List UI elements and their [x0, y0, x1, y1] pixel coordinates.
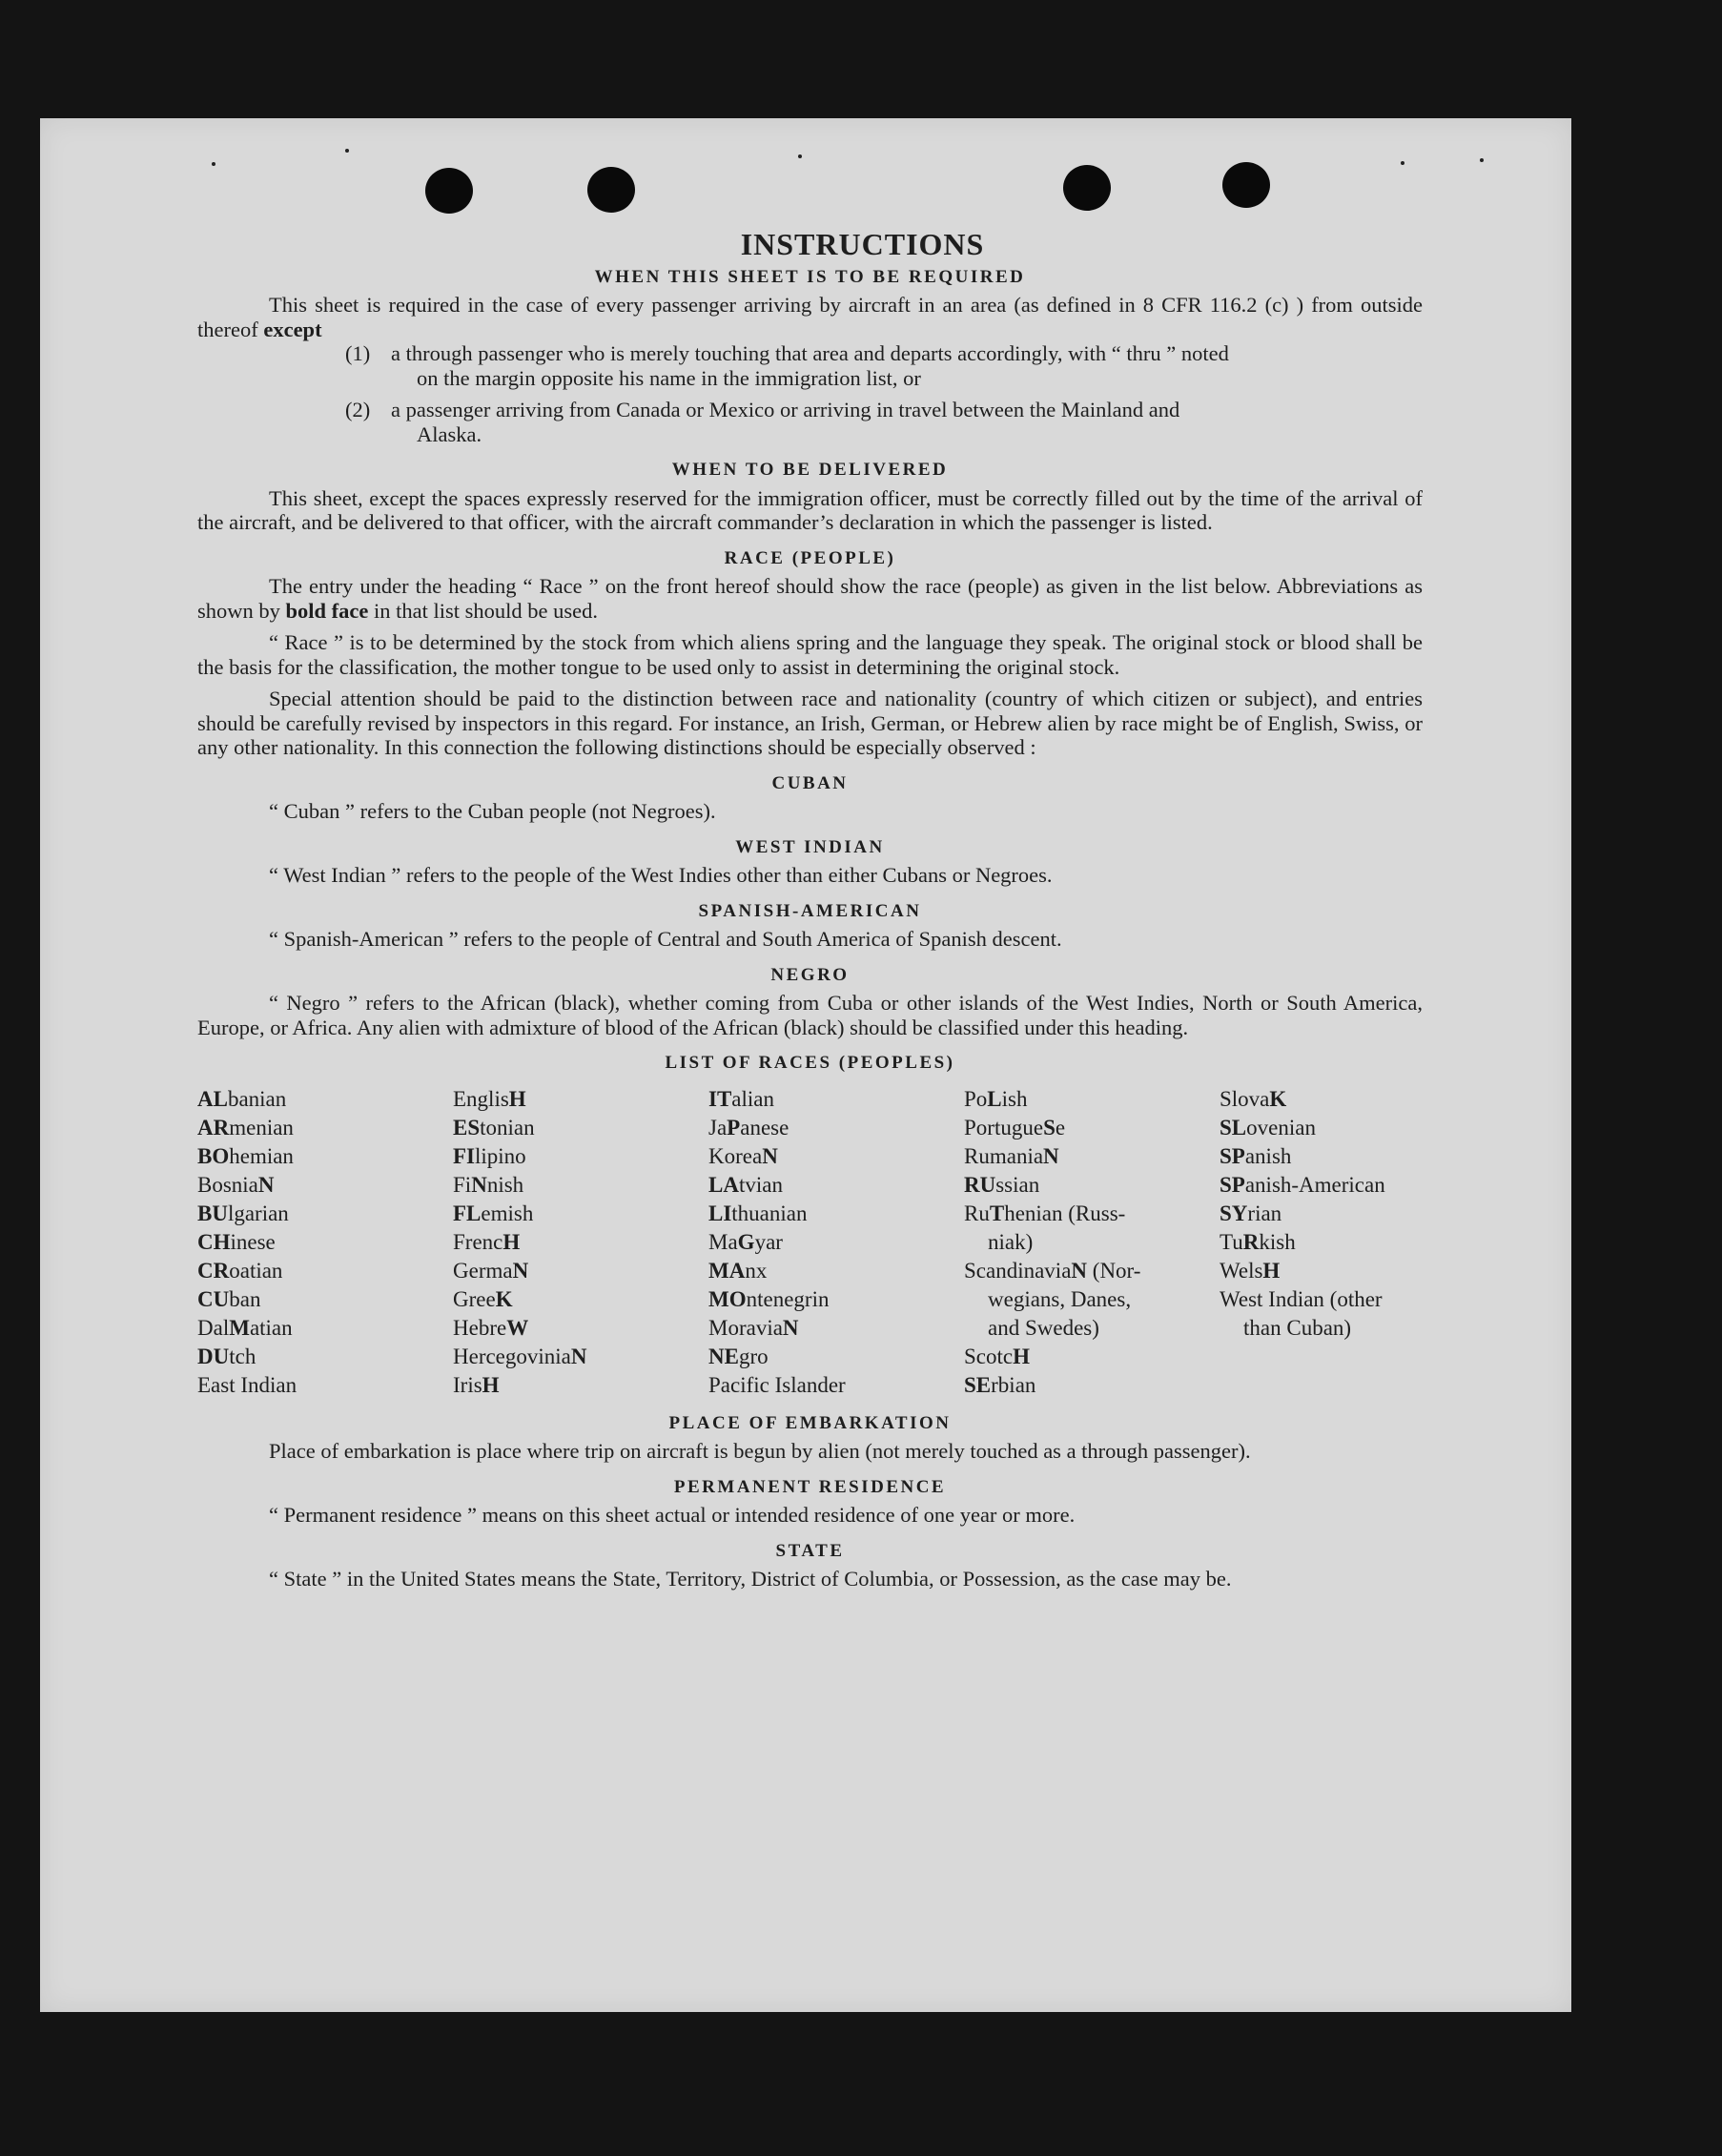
- race-entry: niak): [988, 1229, 1034, 1254]
- race-entry: HebreW: [453, 1315, 529, 1340]
- residence-paragraph: “ Permanent residence ” means on this sheet actual or intended residence of one year or more.: [269, 1503, 1076, 1527]
- race-entry: SPanish-American: [1220, 1172, 1385, 1197]
- race-entry: CUban: [197, 1286, 261, 1311]
- heading-required: WHEN THIS SHEET IS TO BE REQUIRED: [594, 266, 1026, 287]
- heading-list-of-races: LIST OF RACES (PEOPLES): [665, 1053, 955, 1073]
- race-entry: DalMatian: [197, 1315, 293, 1340]
- race-entry: IrisH: [453, 1372, 500, 1397]
- race-entry: FIlipino: [453, 1143, 526, 1168]
- race-entry: MoraviaN: [708, 1315, 799, 1340]
- page-title: INSTRUCTIONS: [740, 227, 985, 261]
- race-entry: East Indian: [197, 1372, 297, 1397]
- races-column: [964, 1085, 1220, 1400]
- race-entry: EStonian: [453, 1115, 535, 1140]
- speck: [1401, 161, 1404, 165]
- race-entry: Pacific Islander: [708, 1372, 846, 1397]
- heading-delivered: WHEN TO BE DELIVERED: [671, 460, 949, 480]
- spanish-american-paragraph: “ Spanish-American ” refers to the people of Central and South America of Spanish descent.: [269, 927, 1062, 951]
- heading-residence: PERMANENT RESIDENCE: [673, 1476, 947, 1497]
- heading-embarkation: PLACE OF EMBARKATION: [668, 1412, 952, 1433]
- delivered-paragraph: This sheet, except the spaces expressly reserved for the immigration officer, must be correctly filled out by the time of the arrival of the aircraft, and be delivered to that officer, with the aircraft commander’s declaration in which the passenger is listed.: [197, 485, 1423, 534]
- race-entry: ALbanian: [197, 1086, 287, 1111]
- race-entry: RumaniaN: [964, 1143, 1059, 1168]
- race-entry: wegians, Danes,: [988, 1286, 1132, 1311]
- race-entry: GreeK: [453, 1286, 513, 1311]
- race-entry: JaPanese: [708, 1115, 789, 1140]
- race-entry: NEgro: [708, 1344, 769, 1368]
- race-entry: CHinese: [197, 1229, 276, 1254]
- race-entry: MaGyar: [708, 1229, 783, 1254]
- negro-paragraph: “ Negro ” refers to the African (black), whether coming from Cuba or other islands of the West Indies, North or South America, Europe, or Africa. Any alien with admixture of blood of the African (black) should be classified under this heading.: [197, 991, 1423, 1039]
- race-entry: BosniaN: [197, 1172, 275, 1197]
- races-column: [1220, 1085, 1475, 1400]
- race-entry: SlovaK: [1220, 1086, 1287, 1111]
- state-paragraph: “ State ” in the United States means the State, Territory, District of Columbia, or Possession, as the case may be.: [269, 1567, 1232, 1591]
- heading-west-indian: WEST INDIAN: [735, 836, 885, 857]
- punch-hole: [1063, 165, 1111, 211]
- race-entry: ScotcH: [964, 1344, 1030, 1368]
- punch-hole: [425, 168, 473, 214]
- race-entry: GermaN: [453, 1258, 529, 1283]
- race-entry: KoreaN: [708, 1143, 778, 1168]
- race-entry: RuThenian (Russ-: [964, 1201, 1126, 1225]
- race-entry: LIthuanian: [708, 1201, 808, 1225]
- heading-cuban: CUBAN: [771, 772, 849, 793]
- race-entry: WelsH: [1220, 1258, 1281, 1283]
- race-entry: BUlgarian: [197, 1201, 289, 1225]
- heading-spanish-american: SPANISH-AMERICAN: [698, 900, 922, 921]
- race-entry: SYrian: [1220, 1201, 1282, 1225]
- document-sheet: [40, 118, 1571, 2012]
- race-entry: CRoatian: [197, 1258, 283, 1283]
- race-entry: SLovenian: [1220, 1115, 1316, 1140]
- race-paragraph-3: Special attention should be paid to the distinction between race and nationality (country of which citizen or subject), and entries should be carefully revised by inspectors in this regard. For instance, an Irish, German, or Hebrew alien by race might be of English, Swiss, or any other nationality. In this connection the following distinctions should be especially observed :: [197, 687, 1423, 759]
- race-entry: than Cuban): [1243, 1315, 1352, 1340]
- race-entry: TuRkish: [1220, 1229, 1296, 1254]
- instructions-content: [197, 227, 1423, 1591]
- race-entry: PoLish: [964, 1086, 1028, 1111]
- race-entry: and Swedes): [988, 1315, 1099, 1340]
- race-entry: ARmenian: [197, 1115, 294, 1140]
- exception-item-2: (2) a passenger arriving from Canada or Mexico or arriving in travel between the Mainland and Alaska.: [345, 398, 1180, 446]
- race-entry: BOhemian: [197, 1143, 294, 1168]
- race-paragraph-2: “ Race ” is to be determined by the stock from which aliens spring and the language they speak. The original stock or blood shall be the basis for the classification, the mother tongue to be used only to assist in determining the original stock.: [197, 630, 1423, 679]
- races-column: [197, 1085, 453, 1400]
- race-entry: ITalian: [708, 1086, 774, 1111]
- speck: [345, 149, 349, 153]
- speck: [798, 154, 802, 158]
- race-entry: PortugueSe: [964, 1115, 1066, 1140]
- punch-hole: [587, 167, 635, 213]
- exception-item-1: (1) a through passenger who is merely touching that area and departs accordingly, with “ thru ” noted on the margin opposite his name in the immigration list, or: [345, 341, 1229, 390]
- speck: [212, 162, 215, 166]
- race-entry: FrencH: [453, 1229, 521, 1254]
- race-entry: MAnx: [708, 1258, 768, 1283]
- race-entry: FLemish: [453, 1201, 534, 1225]
- race-entry: DUtch: [197, 1344, 256, 1368]
- race-entry: RUssian: [964, 1172, 1040, 1197]
- races-list: [197, 1085, 1423, 1400]
- race-entry: West Indian (other: [1220, 1286, 1383, 1311]
- race-entry: SPanish: [1220, 1143, 1292, 1168]
- races-column: [453, 1085, 708, 1400]
- race-paragraph-1: The entry under the heading “ Race ” on the front hereof should show the race (people) as given in the list below. Abbreviations as shown by bold face in that list should be used.: [197, 574, 1423, 623]
- punch-hole: [1222, 162, 1270, 208]
- required-paragraph: This sheet is required in the case of every passenger arriving by aircraft in an area (as defined in 8 CFR 116.2 (c) ) from outside thereof except: [197, 293, 1423, 341]
- race-entry: LAtvian: [708, 1172, 783, 1197]
- race-entry: HercegoviniaN: [453, 1344, 587, 1368]
- west-indian-paragraph: “ West Indian ” refers to the people of the West Indies other than either Cubans or Negroes.: [269, 863, 1053, 887]
- heading-state: STATE: [775, 1540, 845, 1561]
- race-entry: SErbian: [964, 1372, 1036, 1397]
- races-column: [708, 1085, 964, 1400]
- race-entry: EnglisH: [453, 1086, 526, 1111]
- embarkation-paragraph: Place of embarkation is place where trip on aircraft is begun by alien (not merely touched as a through passenger).: [269, 1439, 1251, 1463]
- race-entry: ScandinaviaN (Nor-: [964, 1258, 1141, 1283]
- cuban-paragraph: “ Cuban ” refers to the Cuban people (not Negroes).: [269, 799, 716, 823]
- heading-negro: NEGRO: [770, 964, 850, 985]
- heading-race: RACE (PEOPLE): [724, 547, 896, 568]
- speck: [1480, 158, 1484, 162]
- race-entry: FiNnish: [453, 1172, 524, 1197]
- race-entry: MOntenegrin: [708, 1286, 830, 1311]
